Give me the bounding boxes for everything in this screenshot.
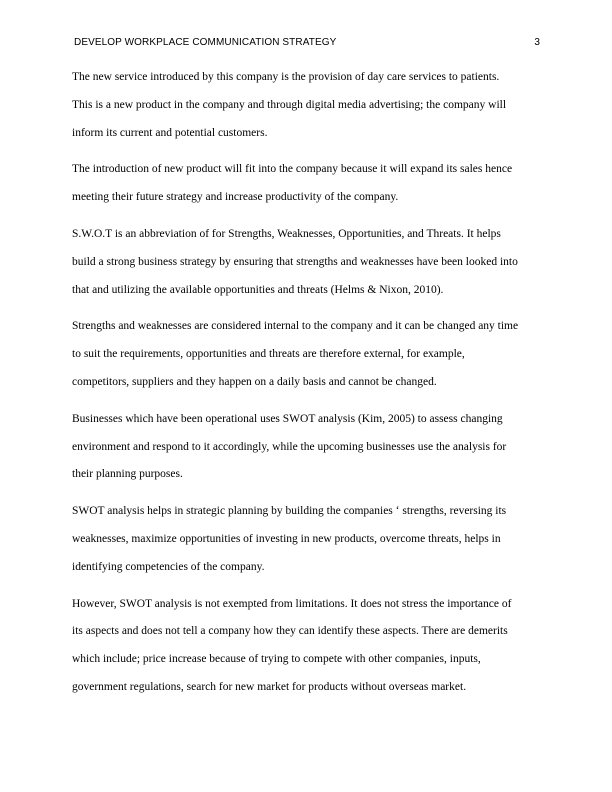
text-line: which include; price increase because of trying to compete with other companies, inputs, bbox=[72, 653, 481, 666]
text-line: competitors, suppliers and they happen on a daily basis and cannot be changed. bbox=[72, 375, 437, 388]
running-head-title: DEVELOP WORKPLACE COMMUNICATION STRATEGY bbox=[74, 37, 337, 48]
text-line: Businesses which have been operational uses SWOT analysis (Kim, 2005) to assess changing bbox=[72, 412, 503, 425]
text-line: its aspects and does not tell a company how they can identify these aspects. There are demerits bbox=[72, 625, 508, 638]
text-line: government regulations, search for new market for products without overseas market. bbox=[72, 680, 467, 693]
text-line: SWOT analysis helps in strategic planning by building the companies ‘ strengths, reversing its bbox=[72, 505, 507, 518]
paragraph bbox=[72, 406, 546, 489]
paragraph bbox=[72, 221, 546, 304]
text-line: inform its current and potential customers. bbox=[72, 126, 268, 139]
text-line: The introduction of new product will fit into the company because it will expand its sales hence bbox=[72, 163, 513, 176]
text-line: S.W.O.T is an abbreviation of for Strengths, Weaknesses, Opportunities, and Threats. It helps bbox=[72, 227, 501, 240]
paragraph bbox=[72, 498, 546, 581]
page-number: 3 bbox=[534, 37, 540, 48]
text-line: This is a new product in the company and through digital media advertising; the company will bbox=[72, 98, 507, 111]
text-line: weaknesses, maximize opportunities of investing in new products, overcome threats, helps in bbox=[72, 532, 501, 545]
paragraph bbox=[72, 156, 546, 212]
text-line: to suit the requirements, opportunities and threats are therefore external, for example, bbox=[72, 348, 465, 361]
running-head bbox=[74, 36, 540, 50]
text-line: identifying competencies of the company. bbox=[72, 560, 265, 573]
paragraph bbox=[72, 64, 546, 147]
text-line: environment and respond to it accordingly, while the upcoming businesses use the analysis for bbox=[72, 440, 507, 453]
paragraph bbox=[72, 313, 546, 396]
body-text bbox=[72, 64, 546, 711]
text-line: that and utilizing the available opportunities and threats (Helms & Nixon, 2010). bbox=[72, 283, 444, 296]
text-line: build a strong business strategy by ensuring that strengths and weaknesses have been looked into bbox=[72, 255, 518, 268]
text-line: their planning purposes. bbox=[72, 468, 183, 481]
text-line: The new service introduced by this company is the provision of day care services to patients. bbox=[72, 71, 500, 83]
paragraph bbox=[72, 591, 546, 702]
text-line: However, SWOT analysis is not exempted from limitations. It does not stress the importance of bbox=[72, 597, 512, 610]
text-line: meeting their future strategy and increase productivity of the company. bbox=[72, 191, 399, 204]
text-line: Strengths and weaknesses are considered internal to the company and it can be changed any time bbox=[72, 320, 519, 333]
